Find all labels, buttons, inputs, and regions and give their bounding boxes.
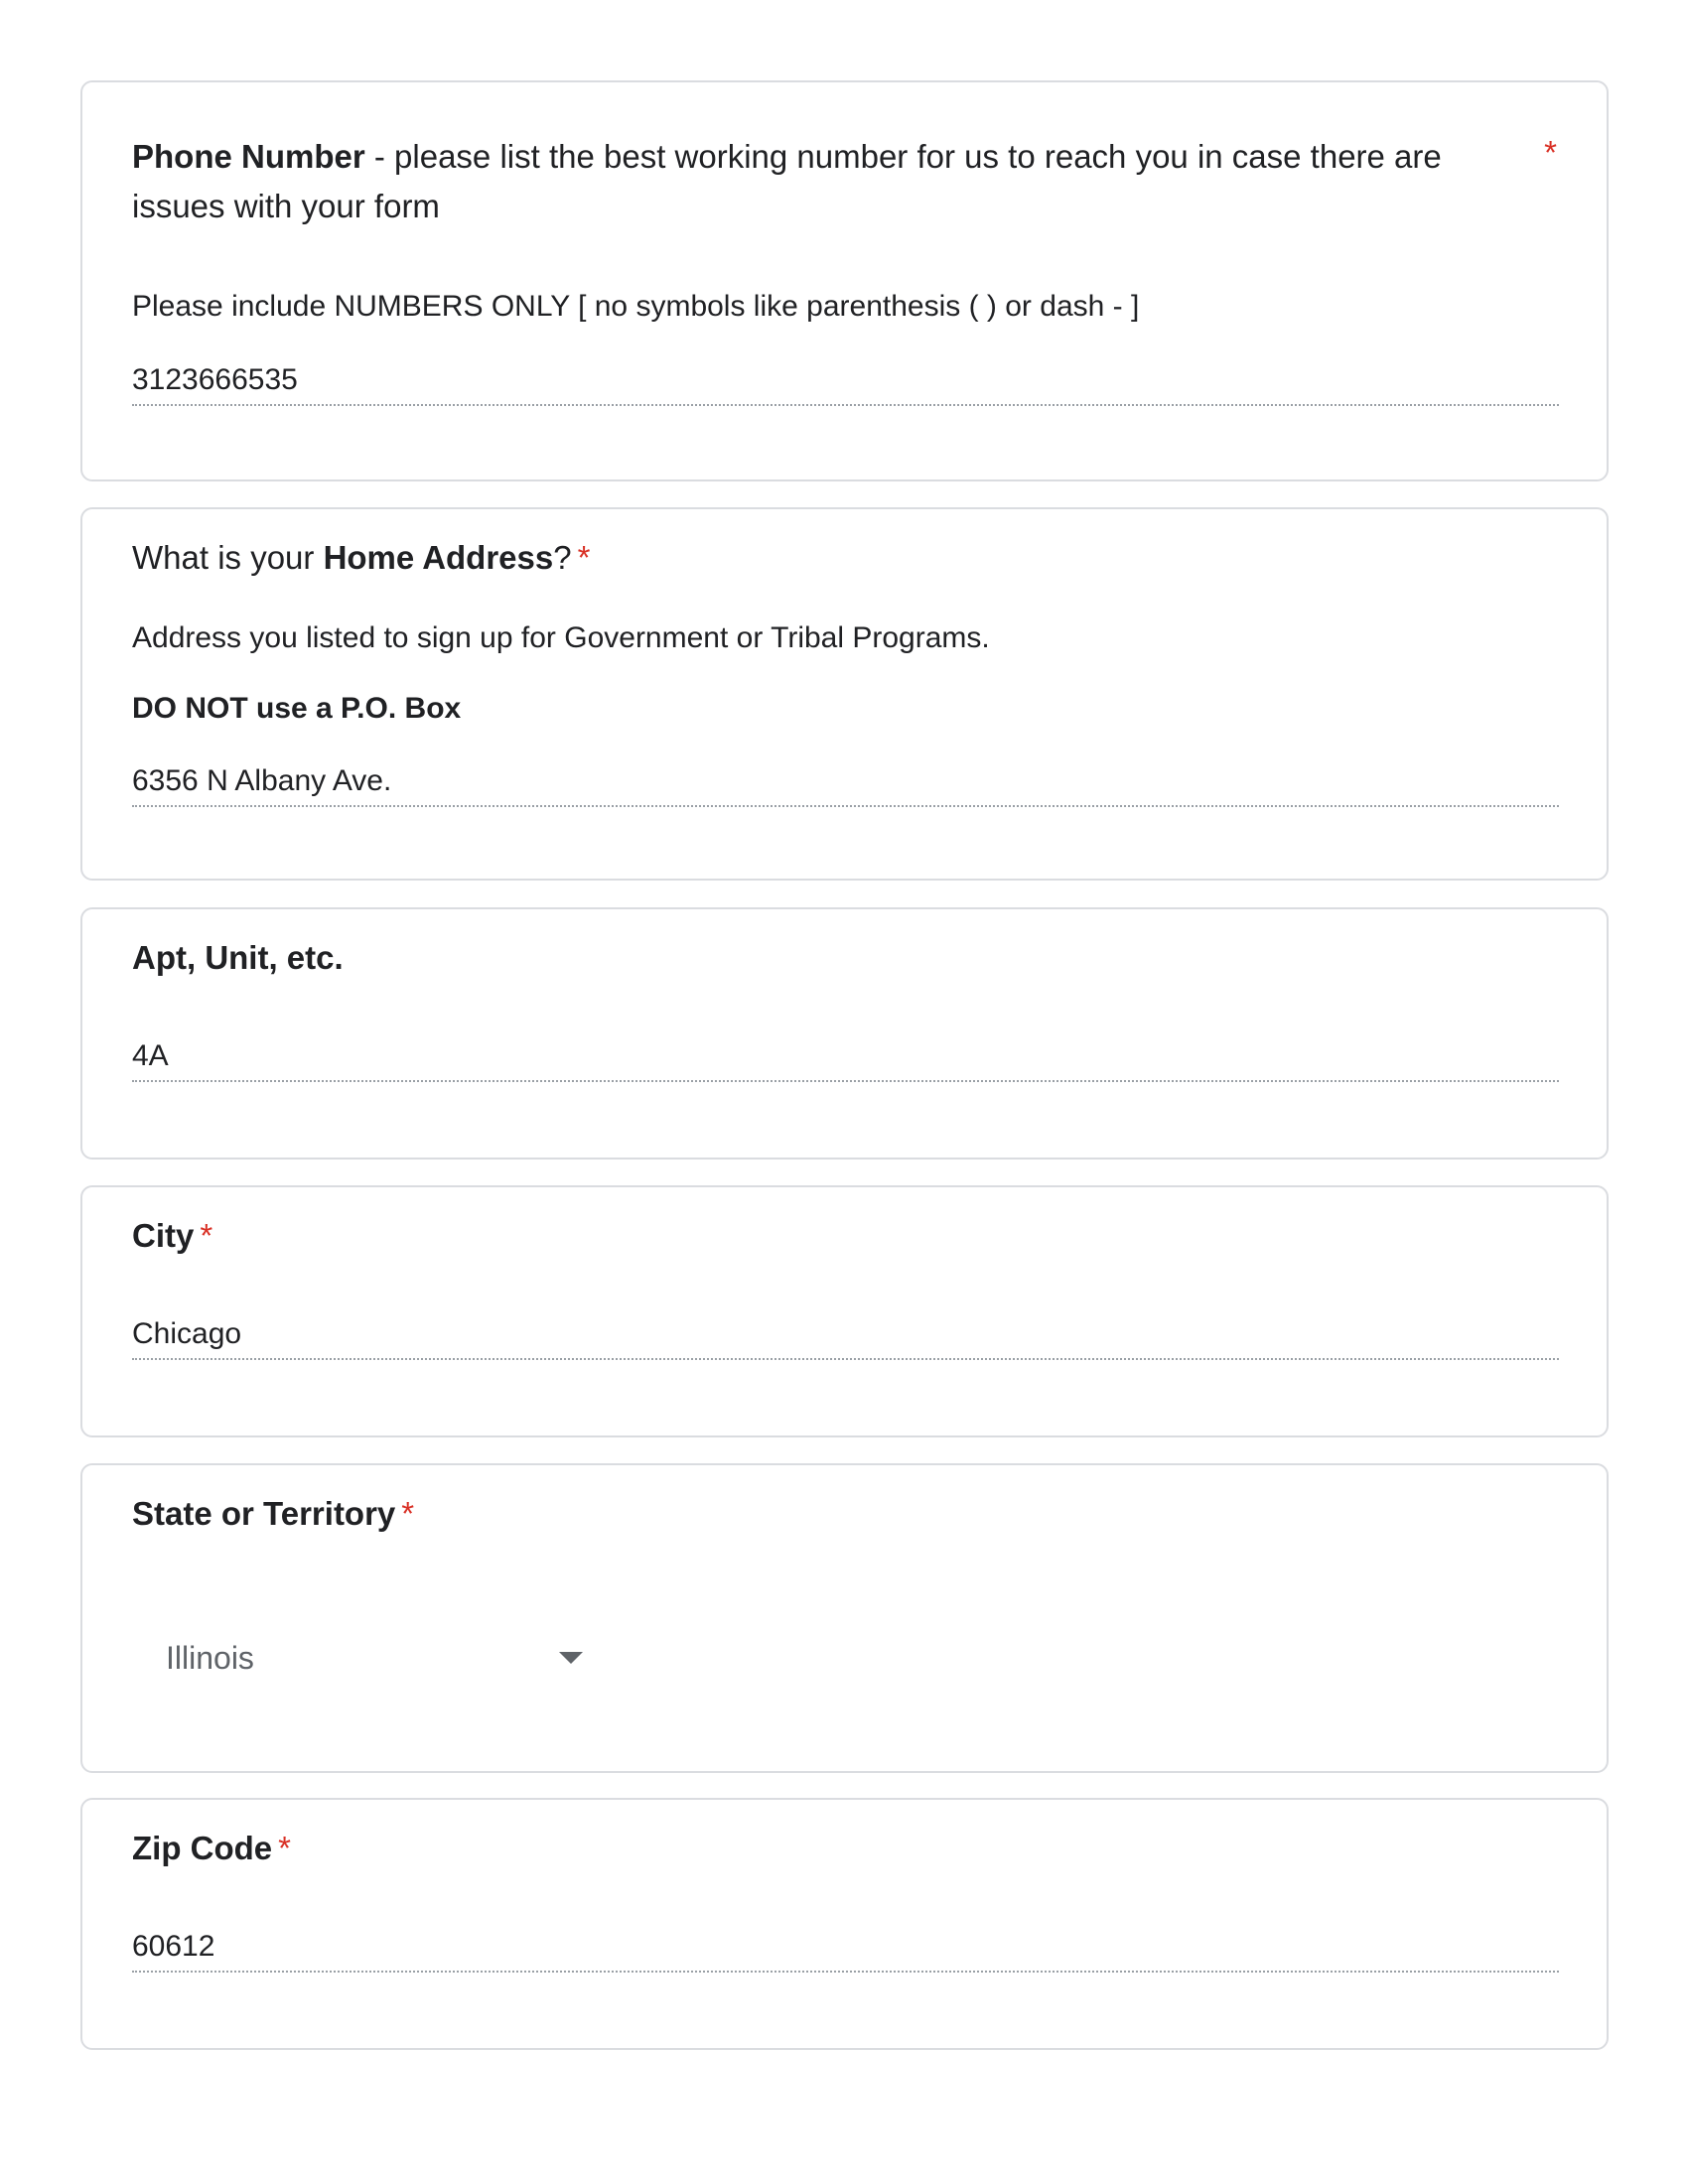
apt-unit-input[interactable]: 4A [132, 1036, 1559, 1082]
state-question [132, 1489, 414, 1539]
phone-number-question [132, 132, 1502, 231]
phone-number-card [80, 80, 1609, 481]
required-asterisk: * [401, 1495, 415, 1532]
home-address-suffix: ? [553, 539, 572, 576]
apt-unit-question [132, 933, 344, 983]
state-dropdown[interactable] [166, 1630, 583, 1686]
home-address-description: Address you listed to sign up for Government or Tribal Programs. [132, 621, 990, 654]
home-address-card [80, 507, 1609, 881]
city-card [80, 1185, 1609, 1437]
home-address-label: Home Address [323, 539, 554, 576]
zip-code-question [132, 1824, 291, 1873]
state-card [80, 1463, 1609, 1773]
home-address-question [132, 533, 590, 583]
phone-number-input[interactable]: 3123666535 [132, 360, 1559, 406]
zip-code-input[interactable]: 60612 [132, 1927, 1559, 1973]
zip-code-card [80, 1798, 1609, 2050]
city-input[interactable]: Chicago [132, 1314, 1559, 1360]
apt-unit-label: Apt, Unit, etc. [132, 939, 344, 976]
state-label: State or Territory [132, 1495, 396, 1532]
phone-number-label: Phone Number [132, 138, 365, 175]
phone-number-description: Please include NUMBERS ONLY [ no symbols like parenthesis ( ) or dash - ] [132, 290, 1140, 323]
home-address-prefix: What is your [132, 539, 324, 576]
state-selected-value: Illinois [166, 1640, 254, 1676]
city-question [132, 1211, 212, 1261]
required-asterisk: * [577, 539, 591, 576]
zip-code-label: Zip Code [132, 1830, 273, 1866]
city-label: City [132, 1217, 195, 1254]
phone-number-instruction: - please list the best working number for us to reach you in case there are issues with your form [132, 138, 1442, 224]
required-asterisk: * [200, 1217, 213, 1254]
home-address-input[interactable]: 6356 N Albany Ave. [132, 761, 1559, 807]
required-asterisk: * [1544, 134, 1557, 171]
chevron-down-icon[interactable] [559, 1652, 583, 1664]
required-asterisk: * [278, 1830, 291, 1866]
home-address-note: DO NOT use a P.O. Box [132, 692, 462, 725]
apt-unit-card [80, 907, 1609, 1160]
